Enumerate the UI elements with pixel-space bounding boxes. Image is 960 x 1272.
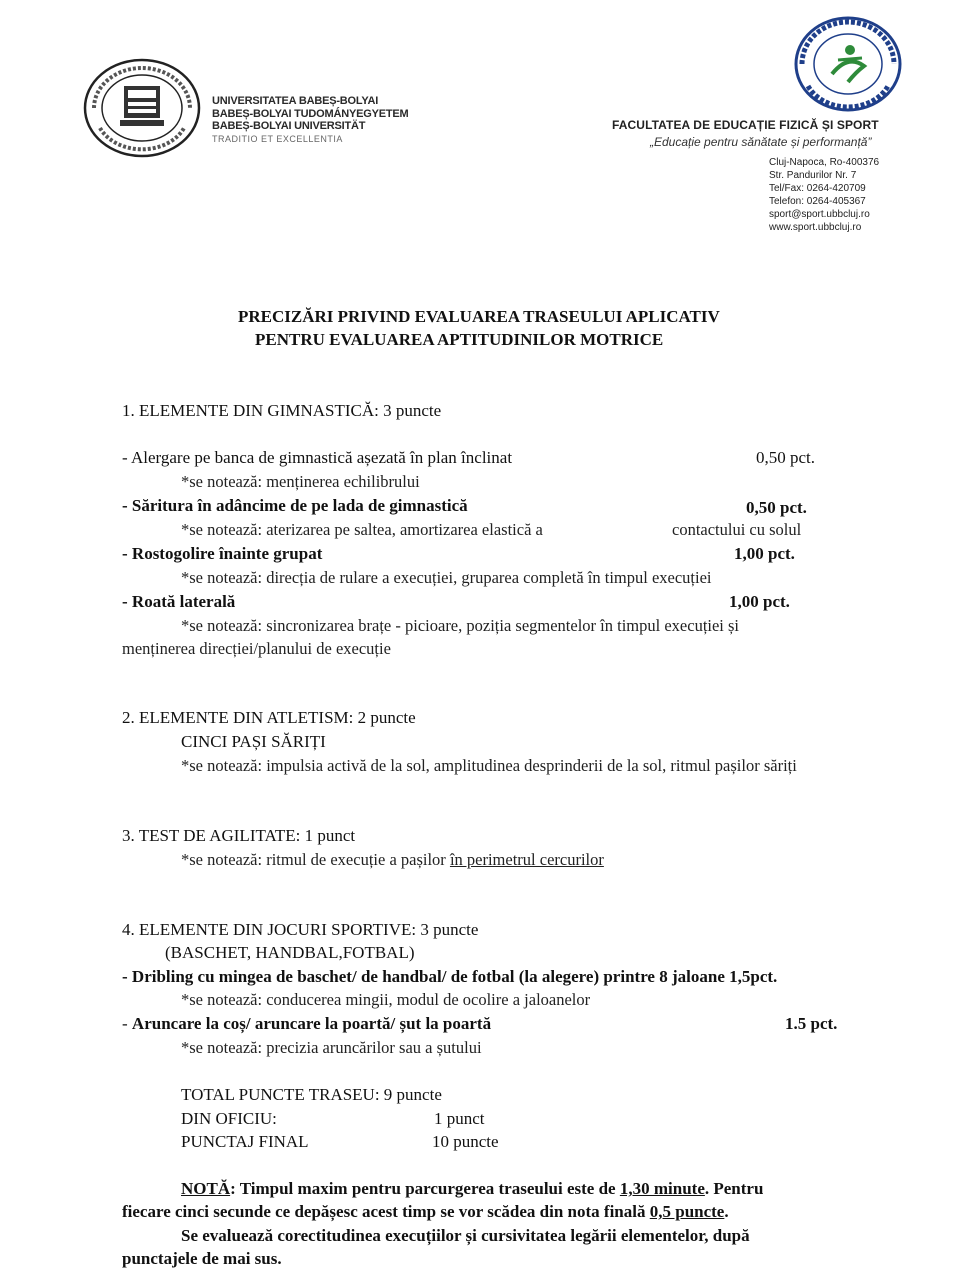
contact-block [769,156,879,234]
s4-item2: Aruncare la coș/ aruncare la poartă/ șut la poartă [131,1014,492,1033]
s1-item4: - Roată laterală [122,592,236,611]
nota-line3: Se evaluează corectitudinea execuțiilor și cursivitatea legării elementelor, după [181,1226,750,1245]
ubb-seal-logo [82,58,202,158]
s1-item2-points: 0,50 pct. [746,498,807,517]
contact-email: sport@sport.ubbcluj.ro [769,209,870,220]
s2-subheading: CINCI PAȘI SĂRIȚI [181,732,326,751]
contact-website: www.sport.ubbcluj.ro [769,222,862,233]
s4-item1-note: *se notează: conducerea mingii, modul de ocolire a jaloanelor [181,990,591,1009]
s3-note-underlined: în perimetrul cercurilor [449,850,604,869]
s4-subheading: (BASCHET, HANDBAL,FOTBAL) [165,943,415,962]
section2-heading: 2. ELEMENTE DIN ATLETISM: 2 puncte [122,708,416,727]
faculty-name: FACULTATEA DE EDUCAȚIE FIZICĂ ȘI SPORT [612,118,879,132]
s4-item2-row [122,1014,491,1034]
nota-line2-end: . [724,1202,729,1221]
contact-city: Cluj-Napoca, Ro-400376 [769,157,880,168]
s1-item3-note: *se notează: direcția de rulare a execuției, gruparea completă în timpul execuției [181,568,712,587]
nota-line1-end: . Pentru [704,1179,764,1198]
nota-line2 [122,1202,729,1222]
ex-officio-label: DIN OFICIU: [181,1109,277,1128]
ex-officio-value: 1 punct [434,1109,485,1128]
doc-title-line1: PRECIZĂRI PRIVIND EVALUAREA TRASEULUI APLICATIV [238,307,720,326]
s1-item4-note-b: menținerea direcției/planului de execuție [122,639,391,658]
s1-item2: - Săritura în adâncime de pe lada de gimnastică [122,496,468,515]
final-score-label: PUNCTAJ FINAL [181,1132,309,1151]
s1-item1-points: 0,50 pct. [756,448,816,467]
total-points: TOTAL PUNCTE TRASEU: 9 puncte [181,1085,442,1104]
section4-heading: 4. ELEMENTE DIN JOCURI SPORTIVE: 3 puncte [122,920,479,939]
s1-item2-note-b: contactului cu solul [672,520,802,539]
s1-item1-note: *se notează: menținerea echilibrului [181,472,420,491]
s1-item3: - Rostogolire înainte grupat [122,544,323,563]
faculty-seal-logo [792,14,904,114]
nota-label: NOTĂ [181,1179,231,1198]
nota-line1 [181,1179,763,1199]
nota-line1-text: : Timpul maxim pentru parcurgerea traseului este de [230,1179,620,1198]
ubb-name-block [212,95,409,145]
s4-item2-note: *se notează: precizia aruncărilor sau a șutului [181,1038,482,1057]
s1-item2-note-a: *se notează: aterizarea pe saltea, amortizarea elastică a [181,520,543,539]
s2-note: *se notează: impulsia activă de la sol, amplitudinea desprinderii de la sol, ritmul pașilor săriți [181,756,797,775]
s4-item1: - Dribling cu mingea de baschet/ de handbal/ de fotbal (la alegere) printre 8 jaloane 1,5pct. [122,967,778,986]
final-score-value: 10 puncte [432,1132,499,1151]
ubb-name-de: BABEȘ-BOLYAI UNIVERSITÄT [212,120,366,132]
nota-line2-text: fiecare cinci secunde ce depășesc acest timp se vor scădea din nota finală [122,1202,650,1221]
section3-heading: 3. TEST DE AGILITATE: 1 punct [122,826,356,845]
nota-penalty: 0,5 puncte [649,1202,725,1221]
ubb-name-ro: UNIVERSITATEA BABEȘ-BOLYAI [212,95,379,107]
nota-line4: punctajele de mai sus. [122,1249,282,1268]
s3-note [181,850,604,870]
s1-item4-note-a: *se notează: sincronizarea brațe - picioare, poziția segmentelor în timpul execuției și [181,616,740,635]
contact-street: Str. Pandurilor Nr. 7 [769,170,857,181]
letterhead [0,0,960,240]
s4-item2-points: 1.5 pct. [785,1014,838,1033]
s1-item1: - Alergare pe banca de gimnastică așezată în plan înclinat [122,448,513,467]
s4-item2-dash: - [122,1014,132,1033]
faculty-slogan: „Educație pentru sănătate și performanță” [650,135,872,149]
doc-title-line2: PENTRU EVALUAREA APTITUDINILOR MOTRICE [255,330,664,349]
contact-phone: Telefon: 0264-405367 [769,196,866,207]
s1-item3-points: 1,00 pct. [734,544,795,563]
section1-heading: 1. ELEMENTE DIN GIMNASTICĂ: 3 puncte [122,401,442,420]
s3-note-text: *se notează: ritmul de execuție a pașilor [181,850,450,869]
ubb-name-hu: BABEȘ-BOLYAI TUDOMÁNYEGYETEM [212,107,409,120]
s1-item4-points: 1,00 pct. [729,592,790,611]
ubb-motto: TRADITIO ET EXCELLENTIA [212,133,343,144]
contact-telfax: Tel/Fax: 0264-420709 [769,183,866,194]
nota-time-limit: 1,30 minute [619,1179,705,1198]
